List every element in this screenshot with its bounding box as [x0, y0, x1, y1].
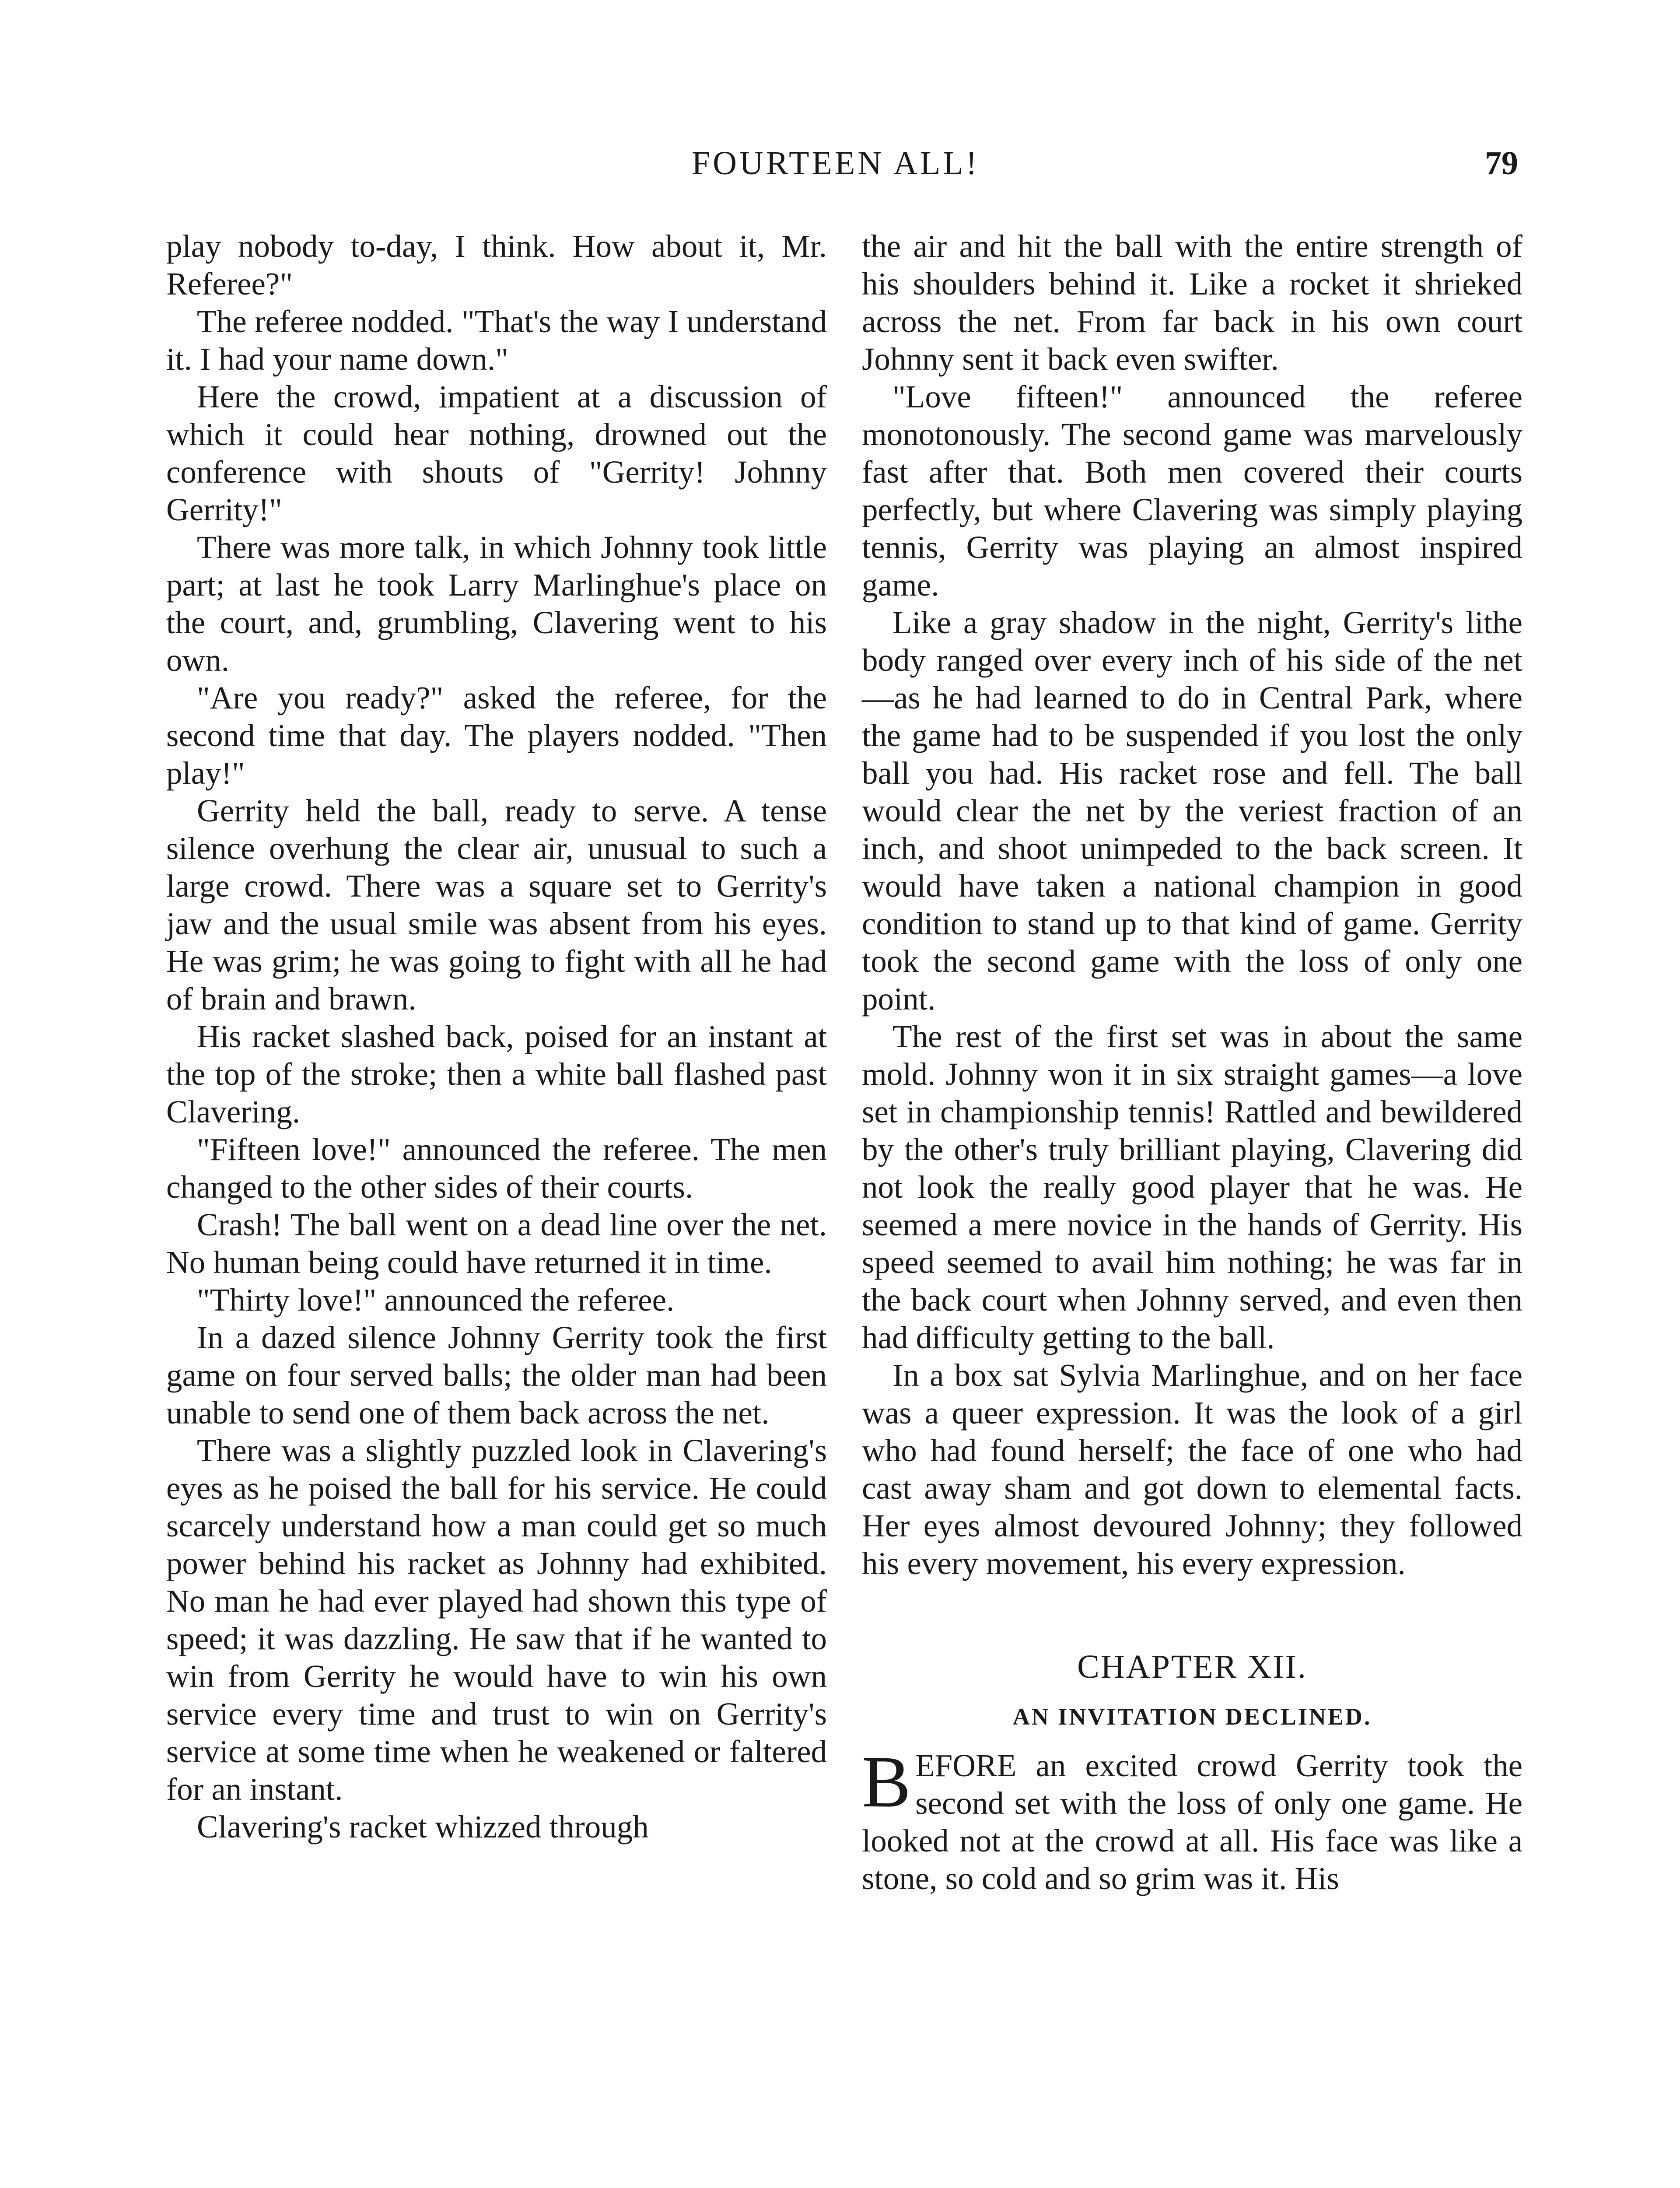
paragraph: Gerrity held the ball, ready to serve. A tense silence overhung the clear air, unusual to such a large crowd. There was a square set to Gerrity's jaw and the usual smile was absent from his eyes. He was grim; he was going to fight with all he had of brain and brawn.: [166, 793, 827, 1017]
paragraph: the air and hit the ball with the entire strength of his shoulders behind it. Like a rocket it shrieked across the net. From far back in his own court Johnny sent it back even swifter.: [862, 228, 1522, 377]
paragraph: In a dazed silence Johnny Gerrity took the first game on four served balls; the older man had been unable to send one of them back across the net.: [166, 1320, 827, 1431]
drop-cap: B: [862, 1741, 911, 1823]
chapter-opening-paragraph: [862, 1741, 1522, 1897]
paragraph: Crash! The ball went on a dead line over the net. No human being could have returned it in time.: [166, 1207, 827, 1280]
paragraph: play nobody to-day, I think. How about it, Mr. Referee?": [166, 228, 827, 302]
paragraph: Here the crowd, impatient at a discussion of which it could hear nothing, drowned out the conference with shouts of "Gerrity! Johnny Gerrity!": [166, 379, 827, 527]
chapter-opening-text: EFORE an excited crowd Gerrity took the second set with the loss of only one game. He looked not at the crowd at all. His face was like a stone, so cold and so grim was it. His: [862, 1748, 1522, 1896]
paragraph: "Thirty love!" announced the referee.: [197, 1282, 675, 1318]
paragraph: The rest of the first set was in about the same mold. Johnny won it in six straight games—a love set in championship tennis! Rattled and bewildered by the other's truly brilliant playing, Clavering did not look the really good player that he was. He seemed a mere novice in the hands of Gerrity. His speed seemed to avail him nothing; he was far in the back court when Johnny served, and even then had difficulty getting to the ball.: [862, 1019, 1522, 1355]
paragraph: In a box sat Sylvia Marlinghue, and on her face was a queer expression. It was the look of a girl who had found herself; the face of one who had cast away sham and got down to elemental facts. Her eyes almost devoured Johnny; they followed his every movement, his every expression.: [862, 1357, 1522, 1581]
left-column: [166, 228, 827, 1846]
page-header: [166, 144, 1518, 193]
running-head: FOURTEEN ALL!: [691, 145, 980, 182]
paragraph: The referee nodded. "That's the way I understand it. I had your name down.": [166, 304, 827, 377]
chapter-title: CHAPTER XII.: [1077, 1648, 1307, 1685]
paragraph: There was a slightly puzzled look in Clavering's eyes as he poised the ball for his service. He could scarcely understand how a man could get so much power behind his racket as Johnny had exhibited. No man he had ever played had shown this type of speed; it was dazzling. He saw that if he wanted to win from Gerrity he would have to win his own service every time and trust to win on Gerrity's service at some time when he weakened or faltered for an instant.: [166, 1433, 827, 1807]
page-number: 79: [1485, 145, 1518, 182]
paragraph: "Love fifteen!" announced the referee monotonously. The second game was marvelously fast after that. Both men covered their courts perfectly, but where Clavering was simply playing tennis, Gerrity was playing an almost inspired game.: [862, 379, 1522, 603]
paragraph: His racket slashed back, poised for an instant at the top of the stroke; then a white ball flashed past Clavering.: [166, 1019, 827, 1129]
right-column: [862, 228, 1522, 1897]
paragraph: Clavering's racket whizzed through: [197, 1809, 649, 1844]
chapter-subtitle: AN INVITATION DECLINED.: [1012, 1704, 1372, 1730]
paragraph: "Fifteen love!" announced the referee. The men changed to the other sides of their courts.: [166, 1132, 827, 1205]
paragraph: Like a gray shadow in the night, Gerrity's lithe body ranged over every inch of his side of the net—as he had learned to do in Central Park, where the game had to be suspended if you lost the only ball you had. His racket rose and fell. The ball would clear the net by the veriest fraction of an inch, and shoot unimpeded to the back screen. It would have taken a national champion in good condition to stand up to that kind of game. Gerrity took the second game with the loss of only one point.: [862, 605, 1522, 1017]
paragraph: "Are you ready?" asked the referee, for the second time that day. The players nodded. "Then play!": [166, 680, 827, 791]
paragraph: There was more talk, in which Johnny took little part; at last he took Larry Marlinghue's place on the court, and, grumbling, Clavering went to his own.: [166, 529, 827, 678]
